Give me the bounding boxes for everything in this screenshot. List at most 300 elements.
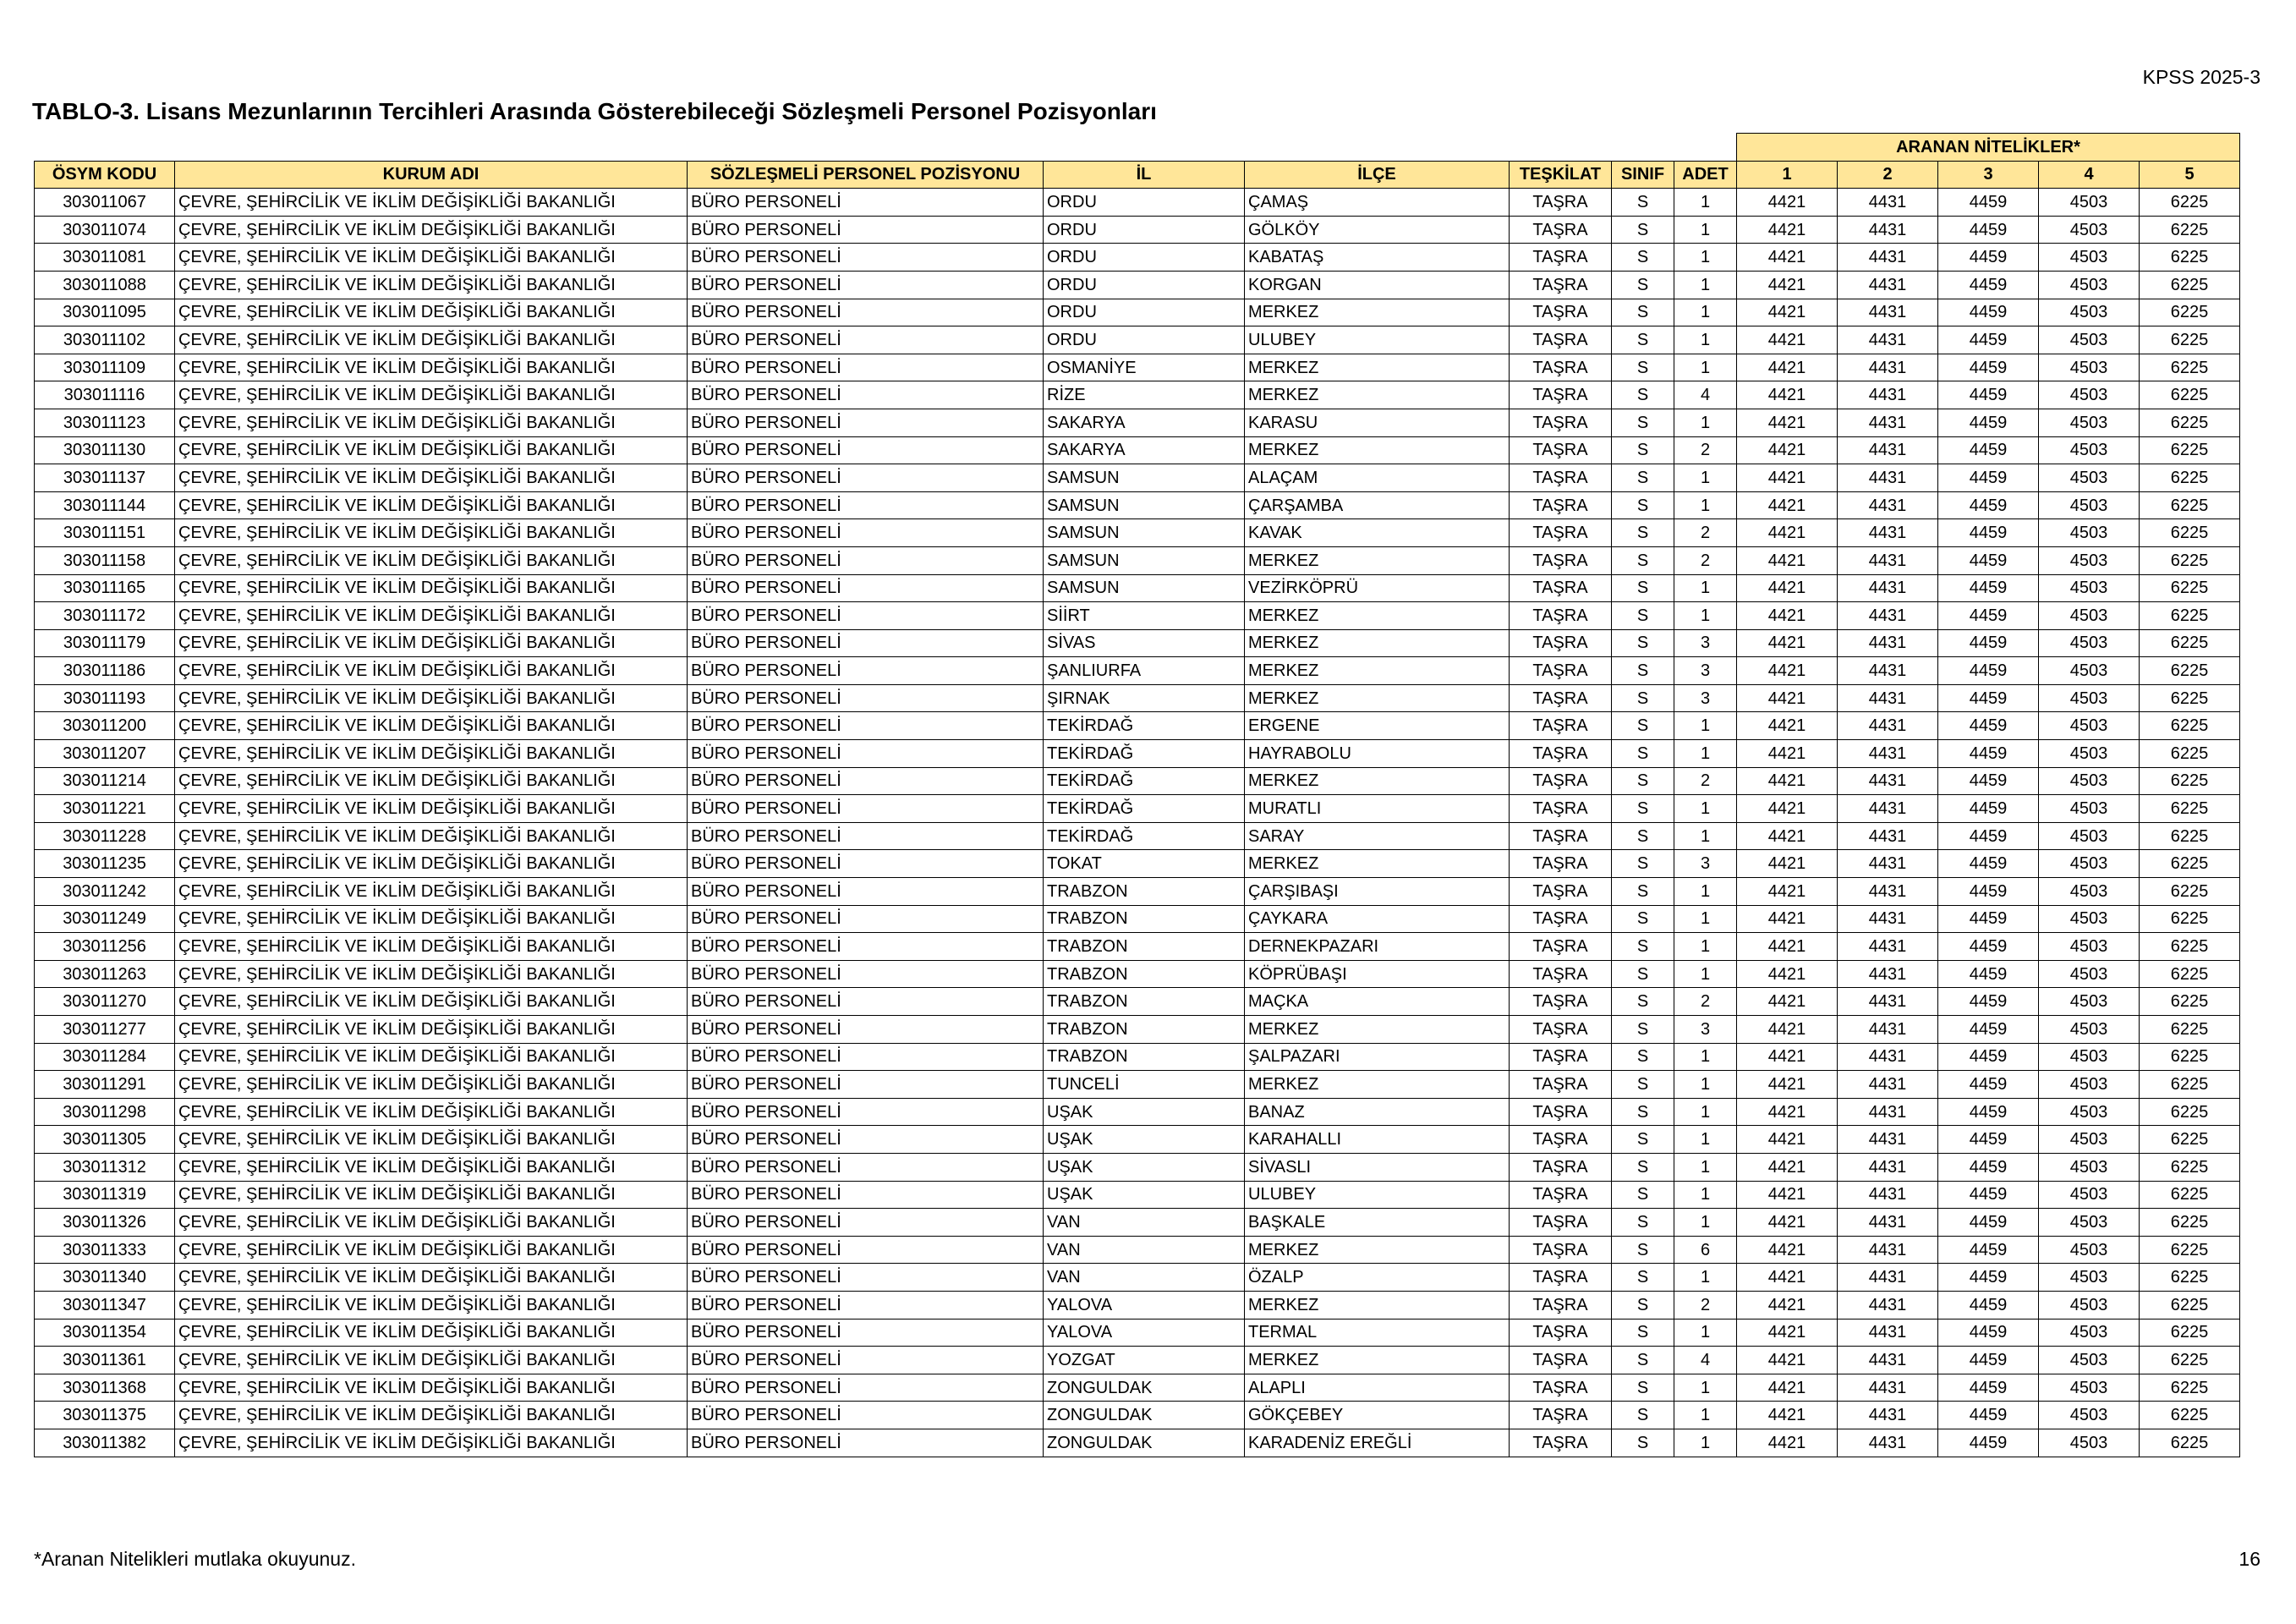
table-cell: BÜRO PERSONELİ — [688, 850, 1044, 878]
table-cell: TAŞRA — [1510, 216, 1612, 244]
table-cell: 1 — [1674, 933, 1737, 961]
table-cell: 4421 — [1737, 1043, 1838, 1071]
table-cell: 4459 — [1938, 546, 2039, 574]
table-cell: BÜRO PERSONELİ — [688, 629, 1044, 657]
table-cell: 4459 — [1938, 933, 2039, 961]
table-cell: 4431 — [1838, 1016, 1938, 1044]
table-cell: S — [1612, 795, 1674, 823]
table-cell: S — [1612, 519, 1674, 547]
table-row — [35, 905, 2240, 933]
table-cell: TAŞRA — [1510, 684, 1612, 712]
table-cell: 6225 — [2140, 299, 2240, 326]
table-cell: 4421 — [1737, 299, 1838, 326]
table-cell: 6225 — [2140, 381, 2240, 409]
table-cell: ÇEVRE, ŞEHİRCİLİK VE İKLİM DEĞİŞİKLİĞİ BAKANLIĞI — [175, 464, 688, 492]
table-cell: 4431 — [1838, 491, 1938, 519]
positions-table — [34, 133, 2240, 1457]
table-cell: 4503 — [2039, 1126, 2140, 1154]
table-cell: S — [1612, 1181, 1674, 1209]
table-cell: 6225 — [2140, 988, 2240, 1016]
table-cell: BÜRO PERSONELİ — [688, 271, 1044, 299]
column-header: SÖZLEŞMELİ PERSONEL POZİSYONU — [688, 161, 1044, 189]
table-cell: BÜRO PERSONELİ — [688, 1043, 1044, 1071]
table-cell: MURATLI — [1245, 795, 1510, 823]
table-cell: 4503 — [2039, 1043, 2140, 1071]
table-cell: 303011074 — [35, 216, 175, 244]
table-cell: TAŞRA — [1510, 464, 1612, 492]
table-cell: 4503 — [2039, 244, 2140, 272]
table-cell: S — [1612, 822, 1674, 850]
table-cell: SİVASLI — [1245, 1153, 1510, 1181]
table-cell: ÇEVRE, ŞEHİRCİLİK VE İKLİM DEĞİŞİKLİĞİ BAKANLIĞI — [175, 905, 688, 933]
table-cell: ÇEVRE, ŞEHİRCİLİK VE İKLİM DEĞİŞİKLİĞİ BAKANLIĞI — [175, 299, 688, 326]
table-cell: 4459 — [1938, 850, 2039, 878]
table-cell: TAŞRA — [1510, 546, 1612, 574]
table-cell: 4503 — [2039, 878, 2140, 906]
table-cell: 6225 — [2140, 1429, 2240, 1457]
table-cell: SAKARYA — [1044, 436, 1245, 464]
table-cell: 4431 — [1838, 740, 1938, 768]
table-cell: S — [1612, 1236, 1674, 1264]
table-cell: 6225 — [2140, 409, 2240, 436]
table-cell: 4421 — [1737, 1016, 1838, 1044]
table-row — [35, 1402, 2240, 1429]
table-cell: ALAÇAM — [1245, 464, 1510, 492]
table-cell: ÇEVRE, ŞEHİRCİLİK VE İKLİM DEĞİŞİKLİĞİ BAKANLIĞI — [175, 491, 688, 519]
table-cell: TAŞRA — [1510, 271, 1612, 299]
table-row — [35, 271, 2240, 299]
table-cell: 4459 — [1938, 299, 2039, 326]
table-cell: 4503 — [2039, 1071, 2140, 1099]
table-row — [35, 409, 2240, 436]
table-cell: 303011333 — [35, 1236, 175, 1264]
table-cell: MAÇKA — [1245, 988, 1510, 1016]
table-cell: 2 — [1674, 1291, 1737, 1319]
table-cell: TRABZON — [1044, 878, 1245, 906]
table-cell: TAŞRA — [1510, 878, 1612, 906]
table-row — [35, 381, 2240, 409]
table-cell: 6225 — [2140, 767, 2240, 795]
table-cell: 303011116 — [35, 381, 175, 409]
table-cell: MERKEZ — [1245, 767, 1510, 795]
table-cell: ÇEVRE, ŞEHİRCİLİK VE İKLİM DEĞİŞİKLİĞİ BAKANLIĞI — [175, 1126, 688, 1154]
table-cell: 6225 — [2140, 1402, 2240, 1429]
table-cell: 4431 — [1838, 1181, 1938, 1209]
table-cell: 6225 — [2140, 1347, 2240, 1374]
table-cell: 4503 — [2039, 1291, 2140, 1319]
table-cell: 4503 — [2039, 850, 2140, 878]
table-cell: ÇEVRE, ŞEHİRCİLİK VE İKLİM DEĞİŞİKLİĞİ BAKANLIĞI — [175, 960, 688, 988]
table-cell: S — [1612, 491, 1674, 519]
table-cell: 3 — [1674, 684, 1737, 712]
table-cell: 4459 — [1938, 381, 2039, 409]
table-cell: 1 — [1674, 464, 1737, 492]
table-cell: BÜRO PERSONELİ — [688, 1016, 1044, 1044]
table-cell: MERKEZ — [1245, 354, 1510, 381]
page-title: TABLO-3. Lisans Mezunlarının Tercihleri Arasında Gösterebileceği Sözleşmeli Personel Pozisyonları — [32, 98, 1157, 124]
table-cell: 4421 — [1737, 491, 1838, 519]
table-cell: BÜRO PERSONELİ — [688, 1071, 1044, 1099]
table-row — [35, 519, 2240, 547]
table-cell: ÇEVRE, ŞEHİRCİLİK VE İKLİM DEĞİŞİKLİĞİ BAKANLIĞI — [175, 436, 688, 464]
table-cell: 4459 — [1938, 409, 2039, 436]
table-cell: 1 — [1674, 1264, 1737, 1292]
table-cell: 4459 — [1938, 1209, 2039, 1237]
table-cell: 4459 — [1938, 1153, 2039, 1181]
table-cell: UŞAK — [1044, 1098, 1245, 1126]
table-row — [35, 1098, 2240, 1126]
table-cell: ÇAMAŞ — [1245, 189, 1510, 217]
table-cell: 4503 — [2039, 767, 2140, 795]
table-cell: 1 — [1674, 1209, 1737, 1237]
column-header: ÖSYM KODU — [35, 161, 175, 189]
table-cell: 4459 — [1938, 1374, 2039, 1402]
table-cell: BÜRO PERSONELİ — [688, 1429, 1044, 1457]
table-row — [35, 795, 2240, 823]
table-cell: 303011312 — [35, 1153, 175, 1181]
table-cell: TRABZON — [1044, 988, 1245, 1016]
table-cell: 303011375 — [35, 1402, 175, 1429]
table-cell: 4431 — [1838, 1402, 1938, 1429]
table-cell: 4431 — [1838, 216, 1938, 244]
table-cell: ÇEVRE, ŞEHİRCİLİK VE İKLİM DEĞİŞİKLİĞİ BAKANLIĞI — [175, 216, 688, 244]
table-cell: 6225 — [2140, 657, 2240, 685]
table-cell: 4459 — [1938, 1016, 2039, 1044]
table-row — [35, 574, 2240, 602]
table-cell: MERKEZ — [1245, 381, 1510, 409]
table-cell: GÖLKÖY — [1245, 216, 1510, 244]
table-cell: BÜRO PERSONELİ — [688, 712, 1044, 740]
table-cell: TAŞRA — [1510, 767, 1612, 795]
table-cell: BÜRO PERSONELİ — [688, 1402, 1044, 1429]
table-cell: 4421 — [1737, 189, 1838, 217]
table-cell: 4503 — [2039, 1429, 2140, 1457]
table-cell: S — [1612, 216, 1674, 244]
column-header: 3 — [1938, 161, 2039, 189]
table-cell: ŞIRNAK — [1044, 684, 1245, 712]
table-cell: TEKİRDAĞ — [1044, 822, 1245, 850]
table-cell: 303011221 — [35, 795, 175, 823]
table-cell: TRABZON — [1044, 1016, 1245, 1044]
table-cell: 4421 — [1737, 1153, 1838, 1181]
table-cell: 6225 — [2140, 1291, 2240, 1319]
table-cell: OSMANİYE — [1044, 354, 1245, 381]
table-cell: 6225 — [2140, 1319, 2240, 1347]
document-code: KPSS 2025-3 — [2142, 66, 2260, 88]
table-cell: ÇEVRE, ŞEHİRCİLİK VE İKLİM DEĞİŞİKLİĞİ BAKANLIĞI — [175, 244, 688, 272]
table-cell: 6225 — [2140, 189, 2240, 217]
table-cell: S — [1612, 1016, 1674, 1044]
column-header: İLÇE — [1245, 161, 1510, 189]
table-cell: ÇEVRE, ŞEHİRCİLİK VE İKLİM DEĞİŞİKLİĞİ BAKANLIĞI — [175, 546, 688, 574]
table-cell: TEKİRDAĞ — [1044, 795, 1245, 823]
table-row — [35, 326, 2240, 354]
table-cell: TAŞRA — [1510, 1264, 1612, 1292]
table-cell: S — [1612, 464, 1674, 492]
table-cell: 1 — [1674, 409, 1737, 436]
table-row — [35, 464, 2240, 492]
table-cell: MERKEZ — [1245, 657, 1510, 685]
table-cell: YALOVA — [1044, 1319, 1245, 1347]
table-cell: 4503 — [2039, 1153, 2140, 1181]
table-cell: ALAPLI — [1245, 1374, 1510, 1402]
table-cell: ORDU — [1044, 326, 1245, 354]
table-cell: 4503 — [2039, 519, 2140, 547]
table-cell: 303011361 — [35, 1347, 175, 1374]
table-cell: 4421 — [1737, 574, 1838, 602]
table-cell: 303011095 — [35, 299, 175, 326]
table-cell: BÜRO PERSONELİ — [688, 1347, 1044, 1374]
table-cell: TAŞRA — [1510, 1071, 1612, 1099]
table-cell: 4421 — [1737, 271, 1838, 299]
table-row — [35, 1209, 2240, 1237]
table-cell: 4459 — [1938, 1043, 2039, 1071]
table-cell: BÜRO PERSONELİ — [688, 1264, 1044, 1292]
table-row — [35, 216, 2240, 244]
table-cell: SAMSUN — [1044, 574, 1245, 602]
table-cell: BÜRO PERSONELİ — [688, 244, 1044, 272]
table-cell: TAŞRA — [1510, 1126, 1612, 1154]
table-cell: 4431 — [1838, 1429, 1938, 1457]
table-cell: S — [1612, 1374, 1674, 1402]
table-cell: 6225 — [2140, 602, 2240, 630]
table-cell: 4431 — [1838, 464, 1938, 492]
table-row — [35, 1071, 2240, 1099]
table-cell: ÇEVRE, ŞEHİRCİLİK VE İKLİM DEĞİŞİKLİĞİ BAKANLIĞI — [175, 189, 688, 217]
table-cell: TAŞRA — [1510, 712, 1612, 740]
table-cell: TAŞRA — [1510, 740, 1612, 768]
table-cell: 6225 — [2140, 822, 2240, 850]
table-cell: 4431 — [1838, 409, 1938, 436]
table-cell: TOKAT — [1044, 850, 1245, 878]
table-cell: 4431 — [1838, 684, 1938, 712]
table-cell: 4459 — [1938, 574, 2039, 602]
table-cell: 4459 — [1938, 878, 2039, 906]
table-cell: BÜRO PERSONELİ — [688, 988, 1044, 1016]
table-cell: TAŞRA — [1510, 1319, 1612, 1347]
table-cell: TERMAL — [1245, 1319, 1510, 1347]
table-cell: VAN — [1044, 1209, 1245, 1237]
table-cell: BÜRO PERSONELİ — [688, 1098, 1044, 1126]
table-row — [35, 629, 2240, 657]
table-cell: TAŞRA — [1510, 381, 1612, 409]
table-cell: 303011207 — [35, 740, 175, 768]
group-header-aranan-nitelikler: ARANAN NİTELİKLER* — [1737, 134, 2240, 162]
table-cell: BÜRO PERSONELİ — [688, 1374, 1044, 1402]
table-cell: 4503 — [2039, 933, 2140, 961]
table-row — [35, 1347, 2240, 1374]
table-cell: UŞAK — [1044, 1153, 1245, 1181]
table-cell: 6225 — [2140, 1209, 2240, 1237]
table-cell: 1 — [1674, 1098, 1737, 1126]
table-cell: 4503 — [2039, 1402, 2140, 1429]
table-cell: BÜRO PERSONELİ — [688, 602, 1044, 630]
table-cell: 4431 — [1838, 657, 1938, 685]
table-cell: 4503 — [2039, 354, 2140, 381]
table-cell: ÇEVRE, ŞEHİRCİLİK VE İKLİM DEĞİŞİKLİĞİ BAKANLIĞI — [175, 1429, 688, 1457]
table-cell: 1 — [1674, 960, 1737, 988]
table-cell: S — [1612, 1429, 1674, 1457]
table-cell: 6225 — [2140, 491, 2240, 519]
table-cell: 4421 — [1737, 216, 1838, 244]
table-cell: 3 — [1674, 1016, 1737, 1044]
table-cell: BÜRO PERSONELİ — [688, 436, 1044, 464]
table-cell: S — [1612, 740, 1674, 768]
table-cell: S — [1612, 1402, 1674, 1429]
table-cell: 2 — [1674, 546, 1737, 574]
table-cell: BÜRO PERSONELİ — [688, 464, 1044, 492]
table-cell: 4431 — [1838, 436, 1938, 464]
table-cell: 1 — [1674, 216, 1737, 244]
table-cell: 1 — [1674, 299, 1737, 326]
table-cell: KARASU — [1245, 409, 1510, 436]
table-cell: 4459 — [1938, 988, 2039, 1016]
table-cell: 4421 — [1737, 1071, 1838, 1099]
table-cell: BÜRO PERSONELİ — [688, 1181, 1044, 1209]
table-cell: 4421 — [1737, 1126, 1838, 1154]
table-cell: 4459 — [1938, 1236, 2039, 1264]
table-cell: 6225 — [2140, 850, 2240, 878]
table-cell: 303011144 — [35, 491, 175, 519]
table-cell: 4421 — [1737, 464, 1838, 492]
table-cell: TAŞRA — [1510, 1098, 1612, 1126]
table-cell: 6225 — [2140, 905, 2240, 933]
table-cell: 303011109 — [35, 354, 175, 381]
table-cell: S — [1612, 712, 1674, 740]
table-cell: MERKEZ — [1245, 1236, 1510, 1264]
page-number: 16 — [2238, 1548, 2260, 1570]
table-cell: ÇEVRE, ŞEHİRCİLİK VE İKLİM DEĞİŞİKLİĞİ BAKANLIĞI — [175, 1016, 688, 1044]
table-cell: 4459 — [1938, 1126, 2039, 1154]
table-cell: 4431 — [1838, 354, 1938, 381]
table-cell: TAŞRA — [1510, 657, 1612, 685]
table-cell: SAMSUN — [1044, 546, 1245, 574]
table-cell: MERKEZ — [1245, 629, 1510, 657]
table-cell: S — [1612, 436, 1674, 464]
table-cell: TAŞRA — [1510, 491, 1612, 519]
table-cell: BÜRO PERSONELİ — [688, 1319, 1044, 1347]
table-cell: KORGAN — [1245, 271, 1510, 299]
table-cell: S — [1612, 1126, 1674, 1154]
table-row — [35, 1429, 2240, 1457]
table-cell: S — [1612, 629, 1674, 657]
table-cell: 6225 — [2140, 244, 2240, 272]
table-cell: 4503 — [2039, 271, 2140, 299]
table-cell: S — [1612, 878, 1674, 906]
table-cell: 303011284 — [35, 1043, 175, 1071]
table-row — [35, 491, 2240, 519]
table-cell: 3 — [1674, 850, 1737, 878]
table-cell: BÜRO PERSONELİ — [688, 740, 1044, 768]
table-cell: 4431 — [1838, 1043, 1938, 1071]
table-cell: MERKEZ — [1245, 1347, 1510, 1374]
table-cell: VAN — [1044, 1264, 1245, 1292]
table-cell: 4459 — [1938, 436, 2039, 464]
table-cell: 4503 — [2039, 602, 2140, 630]
table-cell: BÜRO PERSONELİ — [688, 1291, 1044, 1319]
table-cell: 4431 — [1838, 1347, 1938, 1374]
table-cell: S — [1612, 1071, 1674, 1099]
table-cell: ÇEVRE, ŞEHİRCİLİK VE İKLİM DEĞİŞİKLİĞİ BAKANLIĞI — [175, 712, 688, 740]
table-cell: YOZGAT — [1044, 1347, 1245, 1374]
table-cell: 1 — [1674, 822, 1737, 850]
table-cell: 4431 — [1838, 988, 1938, 1016]
table-cell: 4431 — [1838, 519, 1938, 547]
table-cell: TAŞRA — [1510, 629, 1612, 657]
table-cell: GÖKÇEBEY — [1245, 1402, 1510, 1429]
table-cell: ÇEVRE, ŞEHİRCİLİK VE İKLİM DEĞİŞİKLİĞİ BAKANLIĞI — [175, 1291, 688, 1319]
column-header: TEŞKİLAT — [1510, 161, 1612, 189]
table-cell: S — [1612, 767, 1674, 795]
table-cell: 6225 — [2140, 1264, 2240, 1292]
table-cell: ZONGULDAK — [1044, 1402, 1245, 1429]
table-cell: ÇEVRE, ŞEHİRCİLİK VE İKLİM DEĞİŞİKLİĞİ BAKANLIĞI — [175, 1181, 688, 1209]
table-cell: S — [1612, 546, 1674, 574]
table-cell: 303011088 — [35, 271, 175, 299]
table-cell: TRABZON — [1044, 933, 1245, 961]
table-cell: 4421 — [1737, 1209, 1838, 1237]
table-cell: 6225 — [2140, 464, 2240, 492]
table-cell: 4503 — [2039, 960, 2140, 988]
table-cell: 1 — [1674, 878, 1737, 906]
table-row — [35, 1153, 2240, 1181]
table-row — [35, 244, 2240, 272]
table-cell: KABATAŞ — [1245, 244, 1510, 272]
table-cell: ÇEVRE, ŞEHİRCİLİK VE İKLİM DEĞİŞİKLİĞİ BAKANLIĞI — [175, 1347, 688, 1374]
table-cell: S — [1612, 354, 1674, 381]
table-cell: 4421 — [1737, 546, 1838, 574]
table-cell: 4421 — [1737, 409, 1838, 436]
table-cell: 4459 — [1938, 354, 2039, 381]
table-row — [35, 822, 2240, 850]
table-row — [35, 1016, 2240, 1044]
table-cell: 4459 — [1938, 216, 2039, 244]
table-cell: ÇEVRE, ŞEHİRCİLİK VE İKLİM DEĞİŞİKLİĞİ BAKANLIĞI — [175, 1319, 688, 1347]
table-cell: 4431 — [1838, 767, 1938, 795]
table-cell: 4431 — [1838, 1291, 1938, 1319]
table-cell: 4421 — [1737, 960, 1838, 988]
table-cell: 4431 — [1838, 1236, 1938, 1264]
table-cell: BÜRO PERSONELİ — [688, 326, 1044, 354]
table-cell: TEKİRDAĞ — [1044, 740, 1245, 768]
table-cell: S — [1612, 381, 1674, 409]
table-cell: 6225 — [2140, 216, 2240, 244]
table-cell: ÇEVRE, ŞEHİRCİLİK VE İKLİM DEĞİŞİKLİĞİ BAKANLIĞI — [175, 684, 688, 712]
table-cell: 1 — [1674, 1043, 1737, 1071]
table-cell: 303011298 — [35, 1098, 175, 1126]
table-cell: ŞANLIURFA — [1044, 657, 1245, 685]
table-cell: BÜRO PERSONELİ — [688, 189, 1044, 217]
table-cell: HAYRABOLU — [1245, 740, 1510, 768]
table-cell: S — [1612, 1319, 1674, 1347]
table-cell: TAŞRA — [1510, 1209, 1612, 1237]
table-cell: 4421 — [1737, 326, 1838, 354]
table-cell: S — [1612, 1209, 1674, 1237]
table-cell: ÇEVRE, ŞEHİRCİLİK VE İKLİM DEĞİŞİKLİĞİ BAKANLIĞI — [175, 850, 688, 878]
table-cell: 303011172 — [35, 602, 175, 630]
table-cell: 4503 — [2039, 464, 2140, 492]
table-cell: 4431 — [1838, 602, 1938, 630]
table-cell: 4503 — [2039, 795, 2140, 823]
table-cell: BÜRO PERSONELİ — [688, 1209, 1044, 1237]
table-cell: 4431 — [1838, 933, 1938, 961]
table-cell: 303011291 — [35, 1071, 175, 1099]
table-cell: 6225 — [2140, 1098, 2240, 1126]
table-cell: ZONGULDAK — [1044, 1429, 1245, 1457]
table-cell: 4459 — [1938, 1098, 2039, 1126]
table-cell: 303011130 — [35, 436, 175, 464]
table-cell: UŞAK — [1044, 1181, 1245, 1209]
